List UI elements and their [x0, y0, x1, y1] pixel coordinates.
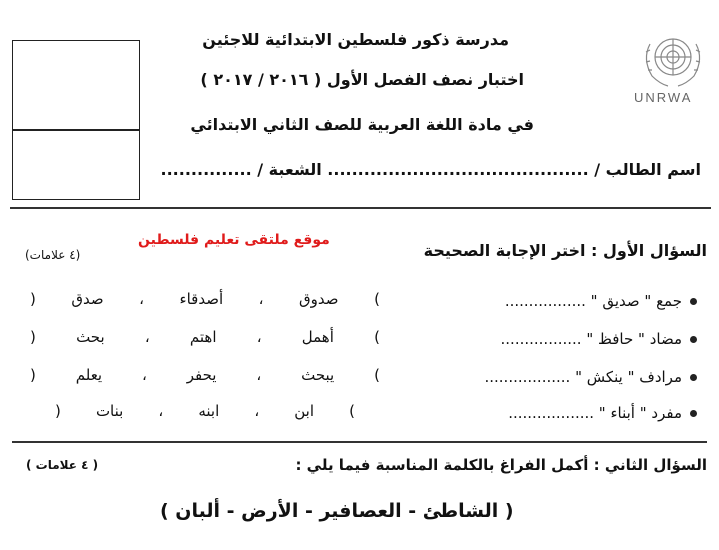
q1-item-4-prompt: مفرد " أبناء " ..................	[508, 404, 682, 422]
choice-option[interactable]: اهتم	[189, 328, 217, 346]
choice-token: (	[374, 328, 380, 346]
q1-item-4-choices	[55, 402, 355, 420]
bullet-icon	[690, 336, 697, 343]
q1-item-2-prompt: مضاد " حافظ " .................	[500, 330, 682, 348]
choice-token: ،	[142, 366, 147, 384]
q2-title: السؤال الثاني : أكمل الفراغ بالكلمة المناسبة فيما يلي :	[295, 456, 707, 474]
choice-token: (	[349, 402, 355, 420]
choice-option[interactable]: صدوق	[299, 290, 339, 308]
choice-token: ،	[158, 402, 164, 420]
choice-token: ،	[254, 402, 260, 420]
bullet-icon	[690, 374, 697, 381]
choice-option[interactable]: يبحث	[301, 366, 335, 384]
choice-option[interactable]: ابنه	[198, 402, 220, 420]
choice-token: (	[374, 290, 380, 308]
choice-token: )	[55, 402, 61, 420]
choice-token: ،	[144, 328, 150, 346]
bullet-icon	[690, 410, 697, 417]
un-emblem-icon	[632, 24, 714, 94]
choice-token: )	[30, 290, 36, 308]
choice-option[interactable]: أصدقاء	[179, 290, 224, 308]
student-name-line: اسم الطالب / ........................................... الشعبة / ...............	[160, 160, 701, 179]
q1-marks: (٤ علامات)	[25, 248, 81, 262]
q1-divider	[12, 441, 707, 443]
choice-option[interactable]: صدق	[71, 290, 104, 308]
q1-title: السؤال الأول : اختر الإجابة الصحيحة	[423, 241, 707, 260]
bullet-icon	[690, 298, 697, 305]
logo-text: UNRWA	[634, 90, 693, 105]
q1-item-3-prompt: مرادف " ينكش " ..................	[484, 368, 682, 386]
grade-box	[12, 40, 140, 200]
word-bank: ( الشاطئ - العصافير - الأرض - ألبان )	[160, 500, 514, 522]
choice-option[interactable]: بحث	[76, 328, 105, 346]
q1-item-4	[508, 404, 697, 422]
choice-token: ،	[139, 290, 145, 308]
choice-token: ،	[256, 328, 262, 346]
choice-option[interactable]: يحفر	[186, 366, 217, 384]
q1-item-3	[484, 368, 697, 386]
choice-option[interactable]: ابن	[294, 402, 315, 420]
choice-token: )	[30, 328, 36, 346]
q1-item-2-choices	[30, 328, 380, 346]
header-divider	[10, 207, 711, 209]
grade-box-divider	[13, 129, 139, 131]
q1-item-2	[501, 330, 697, 348]
choice-option[interactable]: يعلم	[75, 366, 103, 384]
subject-line: في مادة اللغة العربية للصف الثاني الابتدائي	[190, 115, 534, 134]
choice-token: (	[374, 366, 380, 384]
choice-option[interactable]: بنات	[95, 402, 124, 420]
exam-title: اختبار نصف الفصل الأول ( ٢٠١٦ / ٢٠١٧ )	[200, 70, 524, 89]
choice-option[interactable]: أهمل	[301, 328, 334, 346]
q2-marks: ( ٤ علامات )	[26, 458, 99, 472]
choice-token: ،	[256, 366, 262, 384]
q1-item-1	[505, 292, 697, 310]
site-label: موقع ملتقى تعليم فلسطين	[138, 232, 330, 248]
q1-item-3-choices	[30, 366, 380, 384]
choice-token: ،	[258, 290, 264, 308]
q1-item-1-choices	[30, 290, 380, 308]
school-name: مدرسة ذكور فلسطين الابتدائية للاجئين	[202, 30, 509, 49]
q1-item-1-prompt: جمع " صديق " .................	[504, 292, 682, 310]
choice-token: )	[30, 366, 36, 384]
